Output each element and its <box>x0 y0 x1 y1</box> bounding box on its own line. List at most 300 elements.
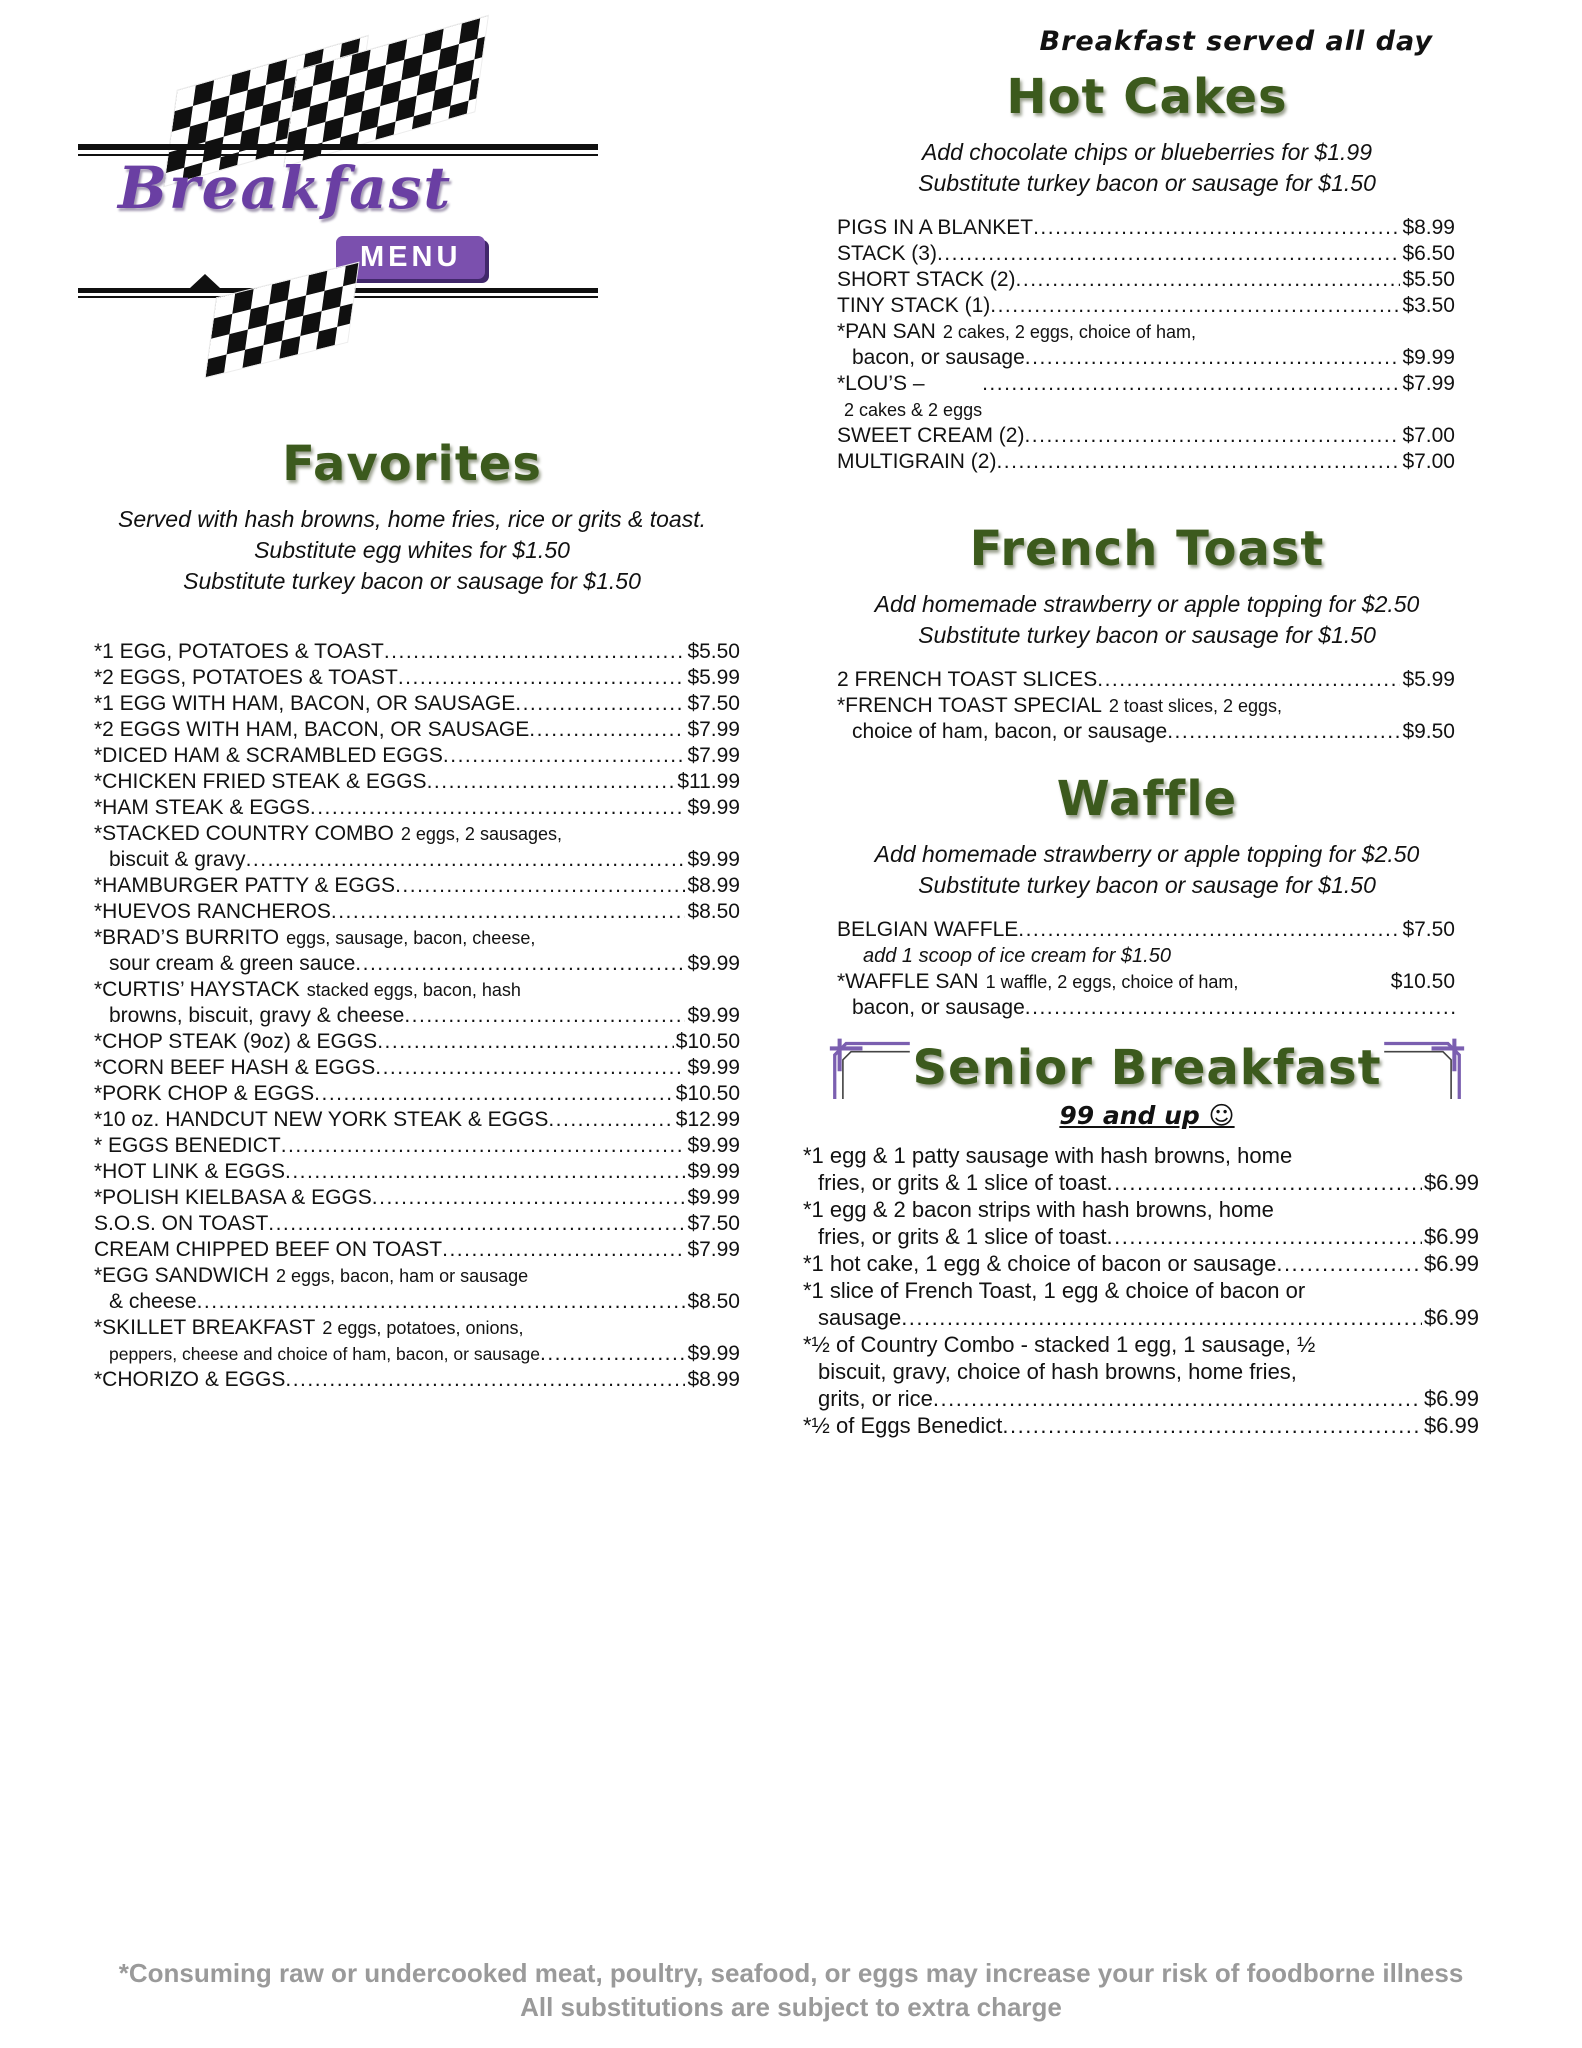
item-text <box>94 1315 524 1341</box>
menu-line <box>94 1081 740 1107</box>
item-name: * EGGS BENEDICT <box>94 1134 281 1157</box>
dot-leader <box>268 1211 685 1237</box>
item-description: 2 eggs, bacon, ham or sausage <box>276 1266 529 1286</box>
dot-leader <box>996 449 1400 475</box>
menu-item <box>94 769 740 795</box>
menu-line <box>94 925 740 951</box>
dot-leader <box>1276 1250 1422 1277</box>
section-hot-cakes <box>803 69 1491 475</box>
dot-leader <box>443 743 686 769</box>
menu-line <box>837 995 1455 1021</box>
item-text <box>803 1331 1315 1358</box>
item-price: $10.50 <box>675 1030 740 1053</box>
item-name: *CHORIZO & EGGS <box>94 1368 286 1391</box>
menu-line <box>837 969 1455 995</box>
item-price: $9.99 <box>687 1186 740 1209</box>
item-text <box>837 267 1016 293</box>
menu-line <box>94 951 740 977</box>
item-price: $9.99 <box>687 1004 740 1027</box>
item-name: *FRENCH TOAST SPECIAL <box>837 694 1102 717</box>
section-note: Substitute turkey bacon or sausage for $1.50 <box>918 872 1376 898</box>
dot-leader <box>515 691 685 717</box>
item-text <box>94 1263 528 1289</box>
dot-leader <box>404 1003 685 1029</box>
footer-line-2: All substitutions are subject to extra charge <box>520 1992 1062 2022</box>
menu-line <box>803 1250 1479 1277</box>
footer-disclaimer <box>0 1956 1582 2024</box>
item-text <box>94 925 535 951</box>
right-column <box>803 26 1491 1439</box>
dot-leader <box>1033 215 1400 241</box>
item-price: $7.99 <box>687 718 740 741</box>
menu-item <box>94 1159 740 1185</box>
item-price: $12.99 <box>675 1108 740 1131</box>
item-text <box>837 371 982 423</box>
menu-item <box>94 1185 740 1211</box>
item-name: fries, or grits & 1 slice of toast <box>818 1170 1107 1195</box>
item-text <box>818 1169 1107 1196</box>
dot-leader <box>395 873 685 899</box>
menu-line <box>94 1237 740 1263</box>
menu-item <box>837 215 1455 241</box>
dot-leader <box>1024 423 1400 449</box>
dot-leader <box>529 717 685 743</box>
dot-leader <box>1025 995 1455 1021</box>
item-price: $3.50 <box>1402 294 1455 317</box>
item-name: MULTIGRAIN (2) <box>837 450 997 473</box>
menu-line <box>94 1055 740 1081</box>
item-price: $6.99 <box>1423 1413 1479 1438</box>
item-price: $9.99 <box>1402 346 1455 369</box>
item-name: *HUEVOS RANCHEROS <box>94 900 331 923</box>
dot-leader <box>310 795 686 821</box>
section-note: Add homemade strawberry or apple topping for $2.50 <box>874 841 1420 867</box>
menu-item <box>837 293 1455 319</box>
item-description: 2 eggs, potatoes, onions, <box>322 1318 524 1338</box>
item-text <box>837 215 1033 241</box>
menu-item <box>94 977 740 1029</box>
section-items <box>803 215 1491 475</box>
item-price: $9.99 <box>687 1134 740 1157</box>
item-text <box>803 1412 1002 1439</box>
menu-item <box>94 1107 740 1133</box>
menu-item <box>94 717 740 743</box>
item-price: $6.99 <box>1423 1170 1479 1195</box>
item-text <box>94 1185 372 1211</box>
item-text <box>94 639 384 665</box>
section-items <box>78 639 746 1393</box>
menu-line <box>837 319 1455 345</box>
item-text <box>109 1003 404 1029</box>
item-name: *1 EGG, POTATOES & TOAST <box>94 640 384 663</box>
section-items <box>803 667 1491 745</box>
menu-line <box>837 241 1455 267</box>
menu-line <box>837 293 1455 319</box>
menu-line <box>803 1358 1479 1385</box>
item-price: $9.99 <box>687 796 740 819</box>
item-name: *PAN SAN <box>837 320 936 343</box>
item-price: $7.99 <box>1402 372 1455 395</box>
item-text <box>94 1237 442 1263</box>
item-text <box>109 847 246 873</box>
item-name: 2 FRENCH TOAST SLICES <box>837 668 1098 691</box>
menu-line <box>803 1277 1479 1304</box>
item-text <box>803 1277 1305 1304</box>
menu-line <box>94 1289 740 1315</box>
tagline: Breakfast served all day <box>1039 26 1433 57</box>
menu-line <box>94 795 740 821</box>
dot-leader <box>384 639 686 665</box>
menu-line <box>837 267 1455 293</box>
dot-leader <box>1018 917 1400 943</box>
menu-line <box>803 1142 1479 1169</box>
menu-item <box>94 1133 740 1159</box>
item-text <box>837 917 1018 943</box>
menu-line <box>803 1169 1479 1196</box>
menu-item <box>837 241 1455 267</box>
item-name: *HAMBURGER PATTY & EGGS <box>94 874 396 897</box>
senior-heading-row <box>803 1037 1491 1099</box>
item-price: $9.99 <box>687 848 740 871</box>
menu-line <box>803 1331 1479 1358</box>
senior-age-note: 99 and up ☺ <box>1059 1101 1235 1130</box>
item-name: *1 EGG WITH HAM, BACON, OR SAUSAGE <box>94 692 516 715</box>
section-french-toast <box>803 521 1491 745</box>
item-name: *HAM STEAK & EGGS <box>94 796 310 819</box>
section-notes <box>803 137 1491 199</box>
item-name: *CHICKEN FRIED STEAK & EGGS <box>94 770 427 793</box>
footer-line-1: *Consuming raw or undercooked meat, poultry, seafood, or eggs may increase your risk of foodborne illness <box>118 1958 1464 1988</box>
dot-leader <box>246 847 686 873</box>
dot-leader <box>398 665 686 691</box>
item-price: $8.99 <box>687 874 740 897</box>
item-text <box>94 1107 548 1133</box>
item-name: TINY STACK (1) <box>837 294 991 317</box>
item-name: *DICED HAM & SCRAMBLED EGGS <box>94 744 443 767</box>
item-name: sausage <box>818 1305 902 1330</box>
item-price: $10.50 <box>675 1082 740 1105</box>
item-price: $7.50 <box>1402 918 1455 941</box>
item-price: $8.50 <box>687 1290 740 1313</box>
item-name: SHORT STACK (2) <box>837 268 1016 291</box>
menu-line <box>94 717 740 743</box>
menu-line <box>94 691 740 717</box>
item-name: browns, biscuit, gravy & cheese <box>109 1004 405 1027</box>
menu-line <box>837 371 1455 423</box>
section-notes <box>803 589 1491 651</box>
item-text <box>837 449 996 475</box>
item-name: *SKILLET BREAKFAST <box>94 1316 316 1339</box>
menu-line <box>94 769 740 795</box>
item-name: biscuit & gravy <box>109 848 246 871</box>
menu-item <box>94 795 740 821</box>
menu-item <box>94 1237 740 1263</box>
item-name: PIGS IN A BLANKET <box>837 216 1034 239</box>
dot-leader <box>1002 1412 1422 1439</box>
frame-corner-icon <box>828 1037 910 1099</box>
item-price: $9.99 <box>687 1056 740 1079</box>
dot-leader <box>1025 345 1401 371</box>
item-text <box>803 1250 1276 1277</box>
item-text <box>94 821 562 847</box>
item-text <box>818 1385 933 1412</box>
section-note: Substitute egg whites for $1.50 <box>254 537 570 563</box>
section-note: Substitute turkey bacon or sausage for $1.50 <box>918 622 1376 648</box>
section-waffle <box>803 771 1491 1021</box>
menu-item <box>94 1315 740 1367</box>
item-description: eggs, sausage, bacon, cheese, <box>286 928 536 948</box>
section-note: Add chocolate chips or blueberries for $1.99 <box>921 139 1373 165</box>
menu-line <box>94 1367 740 1393</box>
flag-triangle-icon <box>190 274 220 288</box>
item-text <box>803 1196 1274 1223</box>
menu-item <box>837 267 1455 293</box>
menu-line <box>803 1412 1479 1439</box>
dot-leader <box>548 1107 673 1133</box>
item-name: BELGIAN WAFFLE <box>837 918 1019 941</box>
item-description: 2 cakes & 2 eggs <box>844 400 983 420</box>
item-text <box>94 769 427 795</box>
item-name: *CORN BEEF HASH & EGGS <box>94 1056 376 1079</box>
frame-corner-icon <box>1384 1037 1466 1099</box>
menu-line <box>94 873 740 899</box>
item-price: $9.99 <box>687 1160 740 1183</box>
item-text <box>94 665 398 691</box>
item-price: $11.99 <box>677 770 740 793</box>
dot-leader <box>990 293 1400 319</box>
menu-item <box>94 691 740 717</box>
item-text <box>94 977 521 1003</box>
item-name: *EGG SANDWICH <box>94 1264 270 1287</box>
menu-item <box>837 693 1455 745</box>
section-note: Served with hash browns, home fries, rice or grits & toast. <box>117 506 707 532</box>
menu-item <box>837 667 1455 693</box>
dot-leader <box>937 241 1400 267</box>
menu-line <box>94 821 740 847</box>
item-price: $8.99 <box>1402 216 1455 239</box>
menu-line <box>94 1185 740 1211</box>
item-price: $7.50 <box>687 1212 740 1235</box>
divider-line <box>78 144 598 150</box>
menu-line <box>94 1133 740 1159</box>
item-price: $7.00 <box>1402 424 1455 447</box>
item-name: bacon, or sausage <box>852 346 1025 369</box>
dot-leader <box>442 1237 685 1263</box>
section-note: Substitute turkey bacon or sausage for $1.50 <box>918 170 1376 196</box>
item-price: $7.00 <box>1402 450 1455 473</box>
item-name: *½ of Country Combo - stacked 1 egg, 1 sausage, ½ <box>803 1332 1316 1357</box>
item-name: *PORK CHOP & EGGS <box>94 1082 315 1105</box>
menu-line <box>94 639 740 665</box>
item-text <box>837 319 1196 345</box>
item-price: $6.99 <box>1423 1305 1479 1330</box>
menu-item <box>837 917 1455 943</box>
item-name: *1 egg & 1 patty sausage with hash browns, home <box>803 1143 1293 1168</box>
menu-line <box>837 943 1455 969</box>
item-description: stacked eggs, bacon, hash <box>306 980 521 1000</box>
menu-line <box>803 1196 1479 1223</box>
menu-item <box>837 943 1455 969</box>
item-name: *10 oz. HANDCUT NEW YORK STEAK & EGGS <box>94 1108 549 1131</box>
logo-title: Breakfast <box>118 154 453 222</box>
item-text <box>94 873 395 899</box>
menu-item <box>94 1055 740 1081</box>
item-text <box>852 995 1025 1021</box>
item-text <box>94 1029 377 1055</box>
item-text <box>94 717 529 743</box>
dot-leader <box>1107 1223 1422 1250</box>
item-text <box>837 969 1238 995</box>
item-text <box>803 1142 1292 1169</box>
item-name: grits, or rice <box>818 1386 933 1411</box>
dot-leader <box>285 1367 685 1393</box>
item-name: *1 egg & 2 bacon strips with hash browns, home <box>803 1197 1274 1222</box>
item-text <box>94 1133 281 1159</box>
item-text <box>837 667 1097 693</box>
menu-line <box>94 1029 740 1055</box>
section-items <box>803 1142 1491 1439</box>
dot-leader <box>982 371 1400 397</box>
menu-line <box>94 665 740 691</box>
section-title-senior-breakfast: Senior Breakfast <box>912 1040 1382 1096</box>
item-name: *BRAD’S BURRITO <box>94 926 280 949</box>
item-price: $7.99 <box>687 1238 740 1261</box>
menu-item <box>803 1142 1479 1196</box>
item-name: *1 slice of French Toast, 1 egg & choice of bacon or <box>803 1278 1306 1303</box>
dot-leader <box>285 1159 685 1185</box>
item-name: peppers, cheese and choice of ham, bacon, or sausage <box>109 1344 540 1364</box>
dot-leader <box>197 1289 686 1315</box>
section-note: Add homemade strawberry or apple topping for $2.50 <box>874 591 1420 617</box>
dot-leader <box>375 1055 685 1081</box>
menu-line <box>94 1315 740 1341</box>
menu-item <box>94 639 740 665</box>
menu-line <box>94 847 740 873</box>
item-description: 2 eggs, 2 sausages, <box>400 824 563 844</box>
menu-item <box>94 821 740 873</box>
section-title-waffle: Waffle <box>1056 771 1238 827</box>
menu-item <box>837 969 1455 1021</box>
item-text <box>818 1358 1297 1385</box>
menu-item <box>803 1412 1479 1439</box>
menu-item <box>94 925 740 977</box>
menu-line <box>837 719 1455 745</box>
item-text <box>837 241 937 267</box>
dot-leader <box>1016 267 1401 293</box>
menu-line <box>94 1341 740 1367</box>
item-name: *STACKED COUNTRY COMBO <box>94 822 394 845</box>
item-name: *2 EGGS WITH HAM, BACON, OR SAUSAGE <box>94 718 530 741</box>
section-favorites <box>78 436 746 1393</box>
item-text <box>837 423 1024 449</box>
item-price: $9.99 <box>687 952 740 975</box>
section-title-french-toast: French Toast <box>969 521 1325 577</box>
dot-leader <box>427 769 676 795</box>
item-text <box>837 693 1282 719</box>
menu-item <box>837 371 1455 423</box>
item-name: *POLISH KIELBASA & EGGS <box>94 1186 372 1209</box>
item-price: $8.50 <box>687 900 740 923</box>
dot-leader <box>1167 719 1400 745</box>
item-price: $6.50 <box>1402 242 1455 265</box>
item-text <box>94 1159 285 1185</box>
item-name: *½ of Eggs Benedict <box>803 1413 1003 1438</box>
item-description: 2 toast slices, 2 eggs, <box>1108 696 1283 716</box>
menu-line <box>837 917 1455 943</box>
menu-item <box>94 1081 740 1107</box>
item-text <box>94 1055 375 1081</box>
dot-leader <box>377 1029 674 1055</box>
menu-item <box>94 1263 740 1315</box>
item-price: $9.50 <box>1402 720 1455 743</box>
item-text <box>863 943 1171 969</box>
item-price: $5.99 <box>687 666 740 689</box>
menu-line <box>94 1211 740 1237</box>
item-text <box>94 743 443 769</box>
item-name: *1 hot cake, 1 egg & choice of bacon or sausage <box>803 1251 1277 1276</box>
item-name: *CHOP STEAK (9oz) & EGGS <box>94 1030 378 1053</box>
item-name: & cheese <box>109 1290 197 1313</box>
item-description: 2 cakes, 2 eggs, choice of ham, <box>942 322 1196 342</box>
section-notes <box>78 504 746 597</box>
dot-leader <box>1097 667 1400 693</box>
item-price: $5.99 <box>1402 668 1455 691</box>
menu-item <box>94 665 740 691</box>
menu-line <box>94 1159 740 1185</box>
item-price: $5.50 <box>1402 268 1455 291</box>
item-name: S.O.S. ON TOAST <box>94 1212 269 1235</box>
item-name: *WAFFLE SAN <box>837 970 979 993</box>
menu-item <box>837 449 1455 475</box>
item-text <box>94 1211 268 1237</box>
menu-item <box>803 1196 1479 1250</box>
dot-leader <box>372 1185 686 1211</box>
dot-leader <box>540 1341 685 1367</box>
section-senior-breakfast <box>803 1037 1491 1439</box>
section-items <box>803 917 1491 1021</box>
dot-leader <box>355 951 685 977</box>
menu-line <box>94 743 740 769</box>
item-text <box>94 1081 314 1107</box>
dot-leader <box>281 1133 686 1159</box>
dot-leader <box>933 1385 1422 1412</box>
item-text <box>109 1341 540 1367</box>
breakfast-menu-logo <box>78 38 638 370</box>
menu-item <box>803 1331 1479 1412</box>
checkered-flag-icon <box>204 262 359 379</box>
menu-line <box>94 1107 740 1133</box>
menu-line <box>837 215 1455 241</box>
item-text <box>818 1223 1107 1250</box>
item-price: $10.50 <box>1390 970 1455 993</box>
menu-item <box>837 423 1455 449</box>
item-name: STACK (3) <box>837 242 937 265</box>
menu-item <box>803 1250 1479 1277</box>
item-description: 1 waffle, 2 eggs, choice of ham, <box>985 972 1239 992</box>
menu-item <box>803 1277 1479 1331</box>
item-price: $6.99 <box>1423 1386 1479 1411</box>
item-text <box>94 795 310 821</box>
menu-line <box>803 1385 1479 1412</box>
item-price: $7.99 <box>687 744 740 767</box>
dot-leader <box>331 899 686 925</box>
item-text <box>852 719 1167 745</box>
menu-line <box>94 899 740 925</box>
menu-line <box>803 1223 1479 1250</box>
section-notes <box>803 839 1491 901</box>
menu-line <box>837 667 1455 693</box>
menu-item <box>94 899 740 925</box>
